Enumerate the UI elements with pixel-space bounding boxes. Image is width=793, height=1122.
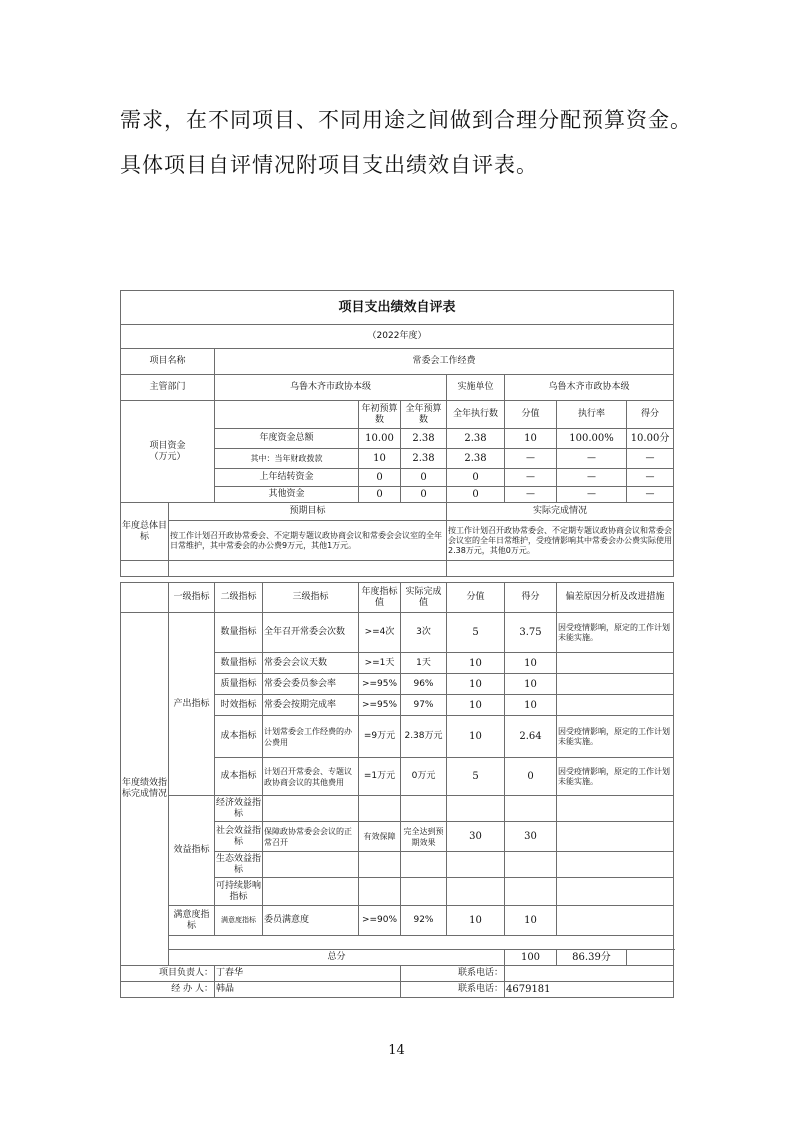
dept-label: 主管部门 [121,375,215,401]
actual-cell: 92% [401,906,447,936]
l3-cell: 保障政协常委会会议的正常召开 [263,822,359,852]
indicator-header: 年度指标值 [359,583,401,613]
goals-label: 年度总体目标 [121,503,169,561]
note-cell [557,852,674,878]
score-cell: 5 [447,613,505,653]
indicator-header: 得分 [505,583,557,613]
l3-cell [263,878,359,906]
score-cell: 10 [447,674,505,695]
note-cell: 因受疫情影响，原定的工作计划未能实施。 [557,758,674,796]
leader-label: 项目负责人： [121,966,215,982]
funds-cell: 100.00% [557,429,627,449]
score-cell: 10 [447,716,505,758]
performance-table [120,290,674,998]
got-cell: 10 [505,653,557,674]
l3-cell: 计划召开常委会、专题议政协商会议的其他费用 [263,758,359,796]
funds-cell: 0 [401,469,447,487]
funds-row-label: 其他资金 [215,487,359,503]
l2-cell: 成本指标 [215,758,263,796]
l3-cell: 常委会按期完成率 [263,695,359,716]
page-number: 14 [388,1043,405,1058]
actual-cell: 1天 [401,653,447,674]
target-cell [359,852,401,878]
target-cell [359,796,401,822]
actual-cell: 96% [401,674,447,695]
funds-cell: 0 [447,469,505,487]
target-cell: >=95% [359,695,401,716]
phone-2: 4679181 [505,982,674,998]
funds-cell: 2.38 [447,449,505,469]
table-year: （2022年度） [121,325,674,349]
funds-cell: — [557,449,627,469]
l3-cell: 计划常委会工作经费的办公费用 [263,716,359,758]
note-cell [557,878,674,906]
spacer-cell [121,561,169,577]
total-got: 86.39分 [557,950,627,966]
goals-actual: 按工作计划召开政协常委会、不定期专题议政协商会议和常委会会议室的全年日常维护，受疫情影响其中常委会办公费实际使用2.38万元，其他0万元。 [447,521,674,561]
funds-cell: 0 [447,487,505,503]
funds-cell: — [627,469,674,487]
indicator-header: 三级指标 [263,583,359,613]
funds-header: 分值 [505,401,557,429]
got-cell [505,796,557,822]
funds-cell: — [557,469,627,487]
score-cell [447,852,505,878]
indicator-header: 实际完成值 [401,583,447,613]
funds-row-label: 上年结转资金 [215,469,359,487]
score-cell: 10 [447,906,505,936]
target-cell: >=1天 [359,653,401,674]
note-cell [557,796,674,822]
target-cell: =9万元 [359,716,401,758]
indicator-header-blank [121,583,169,613]
funds-cell: — [505,469,557,487]
note-cell [557,906,674,936]
actual-cell: 完全达到预期效果 [401,822,447,852]
funds-label: 项目资金 （万元） [121,401,215,503]
spacer-row [169,936,674,950]
got-cell: 0 [505,758,557,796]
l3-cell: 全年召开常委会次数 [263,613,359,653]
funds-header: 执行率 [557,401,627,429]
note-cell [557,653,674,674]
l2-cell: 时效指标 [215,695,263,716]
l3-cell: 常委会会议天数 [263,653,359,674]
note-cell: 因受疫情影响，原定的工作计划未能实施。 [557,613,674,653]
handler-label: 经 办 人： [121,982,215,998]
target-cell: =1万元 [359,758,401,796]
project-name-label: 项目名称 [121,349,215,375]
actual-cell [401,852,447,878]
target-cell: >=90% [359,906,401,936]
note-cell [557,822,674,852]
phone-1 [505,966,674,982]
note-cell: 因受疫情影响，原定的工作计划未能实施。 [557,716,674,758]
total-note [627,950,674,966]
target-cell: >=4次 [359,613,401,653]
funds-cell: — [627,449,674,469]
satisfaction-label: 满意度指标 [169,906,215,936]
funds-cell: 10.00 [359,429,401,449]
output-label: 产出指标 [169,613,215,796]
score-cell: 10 [447,653,505,674]
indicator-header: 偏差原因分析及改进措施 [557,583,674,613]
l2-cell: 成本指标 [215,716,263,758]
funds-cell: 2.38 [401,449,447,469]
benefit-label: 效益指标 [169,796,215,906]
l3-cell [263,852,359,878]
target-cell [359,878,401,906]
funds-cell: — [627,487,674,503]
score-cell [447,878,505,906]
handler-name: 韩晶 [215,982,401,998]
funds-header: 全年执行数 [447,401,505,429]
actual-cell: 3次 [401,613,447,653]
funds-cell: 0 [401,487,447,503]
funds-cell: 0 [359,487,401,503]
spacer-cell [447,561,674,577]
goals-expected-label: 预期目标 [169,503,447,521]
dept-value: 乌鲁木齐市政协本级 [215,375,447,401]
l2-cell: 质量指标 [215,674,263,695]
funds-header-blank [215,401,359,429]
l3-cell: 委员满意度 [263,906,359,936]
got-cell: 2.64 [505,716,557,758]
l2-cell: 数量指标 [215,613,263,653]
funds-cell: — [557,487,627,503]
l2-cell: 可持续影响指标 [215,878,263,906]
score-cell: 5 [447,758,505,796]
funds-row-label: 其中：当年财政拨款 [215,449,359,469]
funds-cell: 10.00分 [627,429,674,449]
note-cell [557,695,674,716]
indicators-section-label: 年度绩效指标完成情况 [121,613,169,966]
l2-cell: 生态效益指标 [215,852,263,878]
funds-header: 全年预算数 [401,401,447,429]
intro-text [120,98,720,188]
funds-cell: 2.38 [401,429,447,449]
phone-label-1: 联系电话： [401,966,505,982]
funds-row-label: 年度资金总额 [215,429,359,449]
funds-cell: — [505,449,557,469]
target-cell: 有效保障 [359,822,401,852]
funds-header: 年初预算数 [359,401,401,429]
actual-cell: 97% [401,695,447,716]
goals-expected: 按工作计划召开政协常委会、不定期专题议政协商会议和常委会会议室的全年日常维护，其中常委会的办公费9万元，其他1万元。 [169,521,447,561]
funds-cell: 0 [359,469,401,487]
intro-line-2: 具体项目自评情况附项目支出绩效自评表。 [120,153,538,177]
l2-cell: 数量指标 [215,653,263,674]
impl-label: 实施单位 [447,375,505,401]
got-cell: 10 [505,695,557,716]
got-cell [505,852,557,878]
phone-label-2: 联系电话： [401,982,505,998]
l2-cell: 满意度指标 [215,906,263,936]
got-cell: 30 [505,822,557,852]
score-cell: 10 [447,695,505,716]
intro-line-1: 需求，在不同项目、不同用途之间做到合理分配预算资金。 [120,108,692,132]
leader-name: 丁春华 [215,966,401,982]
project-name: 常委会工作经费 [215,349,674,375]
got-cell: 10 [505,906,557,936]
l2-cell: 经济效益指标 [215,796,263,822]
indicator-header: 分值 [447,583,505,613]
target-cell: >=95% [359,674,401,695]
actual-cell [401,796,447,822]
l3-cell [263,796,359,822]
funds-cell: 2.38 [447,429,505,449]
total-label: 总分 [169,950,505,966]
table-title: 项目支出绩效自评表 [121,291,674,325]
got-cell: 3.75 [505,613,557,653]
note-cell [557,674,674,695]
l3-cell: 常委会委员参会率 [263,674,359,695]
spacer-cell [169,561,447,577]
indicator-header: 二级指标 [215,583,263,613]
impl-value: 乌鲁木齐市政协本级 [505,375,674,401]
funds-cell: — [505,487,557,503]
funds-header: 得分 [627,401,674,429]
got-cell [505,878,557,906]
goals-actual-label: 实际完成情况 [447,503,674,521]
l2-cell: 社会效益指标 [215,822,263,852]
total-score: 100 [505,950,557,966]
actual-cell [401,878,447,906]
got-cell: 10 [505,674,557,695]
indicator-header: 一级指标 [169,583,215,613]
actual-cell: 2.38万元 [401,716,447,758]
actual-cell: 0万元 [401,758,447,796]
funds-cell: 10 [359,449,401,469]
score-cell: 30 [447,822,505,852]
score-cell [447,796,505,822]
funds-cell: 10 [505,429,557,449]
